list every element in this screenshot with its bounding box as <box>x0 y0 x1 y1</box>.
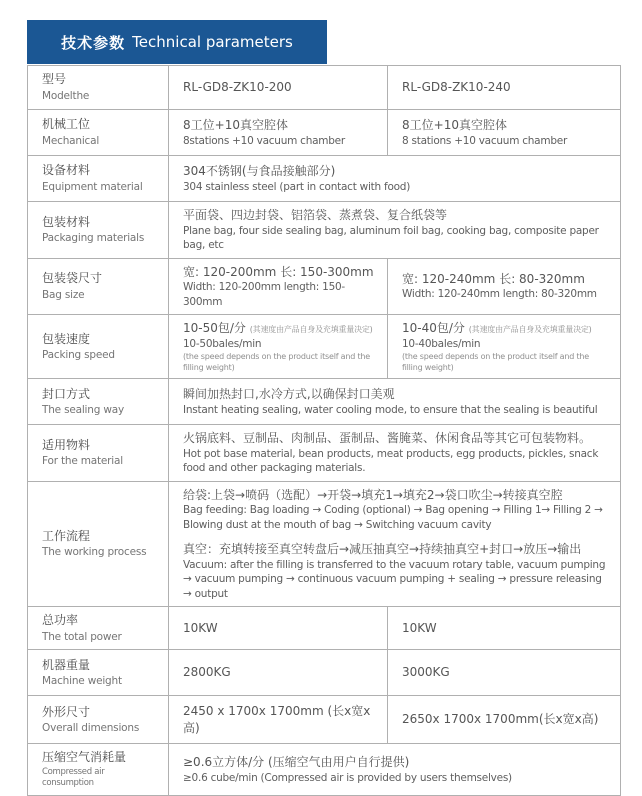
value-line-en: 8stations +10 vacuum chamber <box>183 134 345 147</box>
value-cell-right <box>388 258 621 315</box>
row-working-process <box>28 481 621 607</box>
row-total-power <box>28 607 621 650</box>
value-line: 3000KG <box>402 665 450 680</box>
row-label <box>28 156 169 202</box>
process-bag-feeding-zh: 给袋:上袋→喷码（选配）→开袋→填充1→填充2→袋口吹尘→转接真空腔 <box>183 487 563 502</box>
value-line-en: 8 stations +10 vacuum chamber <box>402 134 568 147</box>
value-line: RL-GD8-ZK10-200 <box>183 80 292 95</box>
value-line-zh: 宽: 120-200mm 长: 150-300mm <box>183 264 374 279</box>
value-cell-span <box>169 481 621 607</box>
row-label <box>28 315 169 379</box>
row-label <box>28 607 169 650</box>
value-line-en: Hot pot base material, bean products, meat products, egg products, pickles, snack food and other packaging materials. <box>183 447 599 475</box>
row-label <box>28 744 169 796</box>
row-label <box>28 481 169 607</box>
row-label-en: Compressed air consumption <box>42 766 105 789</box>
value-line-zh: 瞬间加热封口,水冷方式,以确保封口美观 <box>183 387 395 402</box>
row-label-zh: 包装袋尺寸 <box>42 271 103 286</box>
value-cell-left <box>169 315 388 379</box>
row-label-zh: 机器重量 <box>42 657 91 672</box>
value-line-en: ≥0.6 cube/min (Compressed air is provided by users themselves) <box>183 771 512 784</box>
row-overall-dimensions <box>28 696 621 744</box>
value-line-en: Instant heating sealing, water cooling mode, to ensure that the sealing is beautiful <box>183 403 598 416</box>
section-title-en: Technical parameters <box>132 33 293 51</box>
value-cell-left <box>169 607 388 650</box>
row-mechanical-station <box>28 110 621 156</box>
row-packaging-materials <box>28 202 621 259</box>
row-label-zh: 包装速度 <box>42 331 91 346</box>
value-line-en: 10-50bales/min <box>183 337 262 350</box>
value-cell-right <box>388 66 621 110</box>
speed-note-zh: (其速度由产品自身及充填重量决定) <box>249 325 373 335</box>
row-label-zh: 适用物料 <box>42 437 91 452</box>
value-cell-span <box>169 744 621 796</box>
row-label-zh: 包装材料 <box>42 214 91 229</box>
value-line-zh: 8工位+10真空腔体 <box>183 117 288 132</box>
row-label-en: For the material <box>42 455 123 468</box>
row-label <box>28 696 169 744</box>
technical-parameters-table <box>27 65 621 796</box>
value-cell-span <box>169 379 621 425</box>
row-label-en: Overall dimensions <box>42 722 140 735</box>
value-cell-right <box>388 110 621 156</box>
value-cell-left <box>169 110 388 156</box>
speed-value: 10-40包/分 <box>402 321 465 336</box>
value-line-zh <box>402 320 610 337</box>
row-packing-speed <box>28 315 621 379</box>
value-line-zh: 平面袋、四边封袋、铝箔袋、蒸煮袋、复合纸袋等 <box>183 208 448 222</box>
row-label-en: Equipment material <box>42 181 143 194</box>
row-label-en: Machine weight <box>42 675 122 688</box>
speed-note-en: (the speed depends on the product itself and the filling weight) <box>402 352 590 373</box>
row-label-zh: 外形尺寸 <box>42 704 91 719</box>
row-label-zh: 型号 <box>42 72 67 87</box>
row-label <box>28 650 169 696</box>
row-label-zh: 压缩空气消耗量 <box>42 750 127 765</box>
value-line-zh: 304不锈钢(与食品接触部分) <box>183 163 336 178</box>
section-header <box>27 20 327 64</box>
value-cell-left <box>169 66 388 110</box>
process-vacuum-zh: 真空：充填转接至真空转盘后→减压抽真空→持续抽真空+封口→放压→输出 <box>183 542 582 557</box>
row-label-en: Bag size <box>42 288 85 301</box>
row-label-zh: 设备材料 <box>42 163 91 178</box>
speed-note-en: (the speed depends on the product itself and the filling weight) <box>183 352 371 373</box>
row-label-zh: 工作流程 <box>42 528 91 543</box>
row-sealing-way <box>28 379 621 425</box>
row-label-en: The sealing way <box>42 404 124 417</box>
value-line-en: Width: 120-240mm length: 80-320mm <box>402 288 597 301</box>
value-line: 2450 x 1700x 1700mm (长x宽x高) <box>183 704 371 735</box>
value-line-en: Plane bag, four side sealing bag, aluminum foil bag, cooking bag, composite paper bag, etc <box>183 224 599 252</box>
row-label-en: Packaging materials <box>42 232 145 245</box>
row-label <box>28 425 169 482</box>
speed-note-zh: (其速度由产品自身及充填重量决定) <box>468 325 592 335</box>
value-line: 2650x 1700x 1700mm(长x宽x高) <box>402 712 599 727</box>
value-cell-left <box>169 650 388 696</box>
value-line-zh: 8工位+10真空腔体 <box>402 117 507 132</box>
row-label <box>28 202 169 259</box>
value-cell-right <box>388 650 621 696</box>
row-compressed-air <box>28 744 621 796</box>
row-label-zh: 机械工位 <box>42 117 91 132</box>
value-line: 2800KG <box>183 665 231 680</box>
row-label-en: Modelthe <box>42 90 90 103</box>
row-equipment-material <box>28 156 621 202</box>
process-vacuum-en: Vacuum: after the filling is transferred to the vacuum rotary table, vacuum pumping → vacuum pumping → continuous vacuum pumping + sealing → pressure releasing → output <box>183 558 606 600</box>
value-line: RL-GD8-ZK10-240 <box>402 80 511 95</box>
value-cell-right <box>388 607 621 650</box>
row-label <box>28 379 169 425</box>
value-line-en: 304 stainless steel (part in contact with food) <box>183 180 411 193</box>
row-label-en: The working process <box>42 546 147 559</box>
row-label-en: Packing speed <box>42 349 115 362</box>
value-line-en: Width: 120-200mm length: 150-300mm <box>183 281 345 308</box>
row-label <box>28 66 169 110</box>
row-label <box>28 258 169 315</box>
row-bag-size <box>28 258 621 315</box>
value-line-zh: 宽: 120-240mm 长: 80-320mm <box>402 271 585 286</box>
value-line-en: 10-40bales/min <box>402 337 481 350</box>
value-cell-span <box>169 425 621 482</box>
row-model <box>28 66 621 110</box>
value-line-zh: ≥0.6立方体/分 (压缩空气由用户自行提供) <box>183 755 410 770</box>
value-cell-left <box>169 696 388 744</box>
value-cell-right <box>388 315 621 379</box>
value-cell-right <box>388 696 621 744</box>
row-label-zh: 总功率 <box>42 613 79 628</box>
value-cell-span <box>169 202 621 259</box>
value-line: 10KW <box>402 620 437 635</box>
speed-value: 10-50包/分 <box>183 321 246 336</box>
process-bag-feeding-en: Bag feeding: Bag loading → Coding (optional) → Bag opening → Filling 1→ Filling 2 → Blowing dust at the mouth of bag → Switching vacuum cavity <box>183 504 603 531</box>
row-label-en: The total power <box>42 630 122 643</box>
value-cell-span <box>169 156 621 202</box>
value-cell-left <box>169 258 388 315</box>
row-label-en: Mechanical <box>42 135 100 148</box>
row-machine-weight <box>28 650 621 696</box>
value-line: 10KW <box>183 620 218 635</box>
row-label <box>28 110 169 156</box>
value-line-zh <box>183 320 377 337</box>
row-label-zh: 封口方式 <box>42 386 91 401</box>
row-applicable-material <box>28 425 621 482</box>
section-title-zh: 技术参数 <box>61 33 126 52</box>
value-line-zh: 火锅底料、豆制品、肉制品、蛋制品、酱腌菜、休闲食品等其它可包装物料。 <box>183 431 592 446</box>
